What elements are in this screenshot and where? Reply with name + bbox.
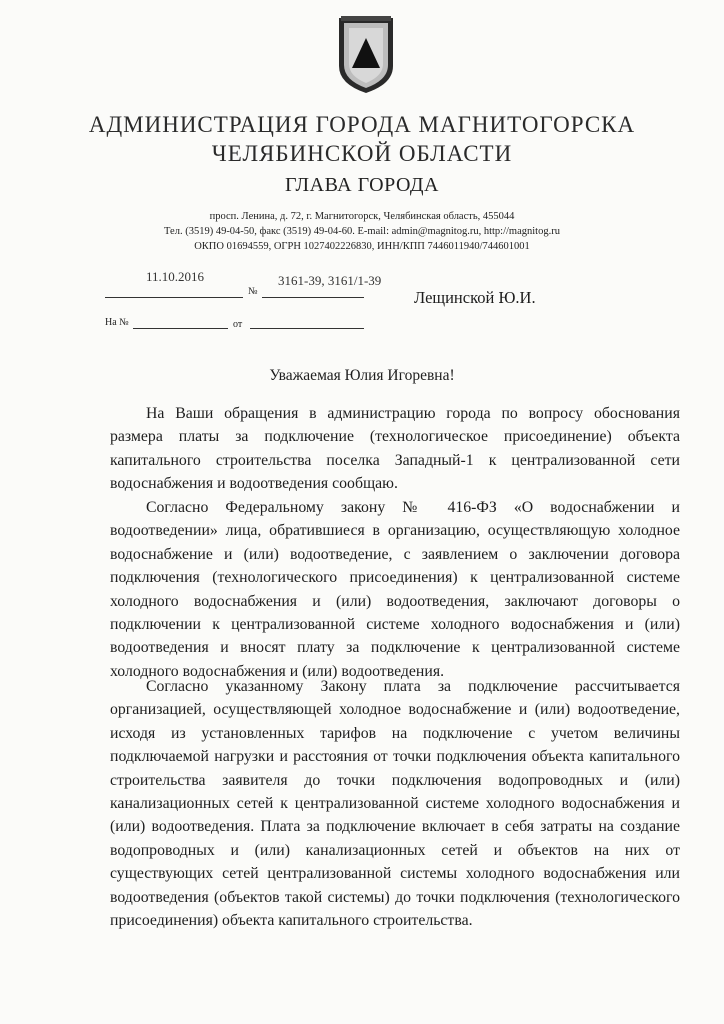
outgoing-number: 3161-39, 3161/1-39 — [278, 273, 382, 288]
phones-line: Тел. (3519) 49-04-50, факс (3519) 49-04-60. E-mail: admin@magnitog.ru, http://magnitog.ru — [164, 226, 560, 237]
registration-codes-line: ОКПО 01694559, ОГРН 1027402226830, ИНН/КПП 7446011940/744601001 — [194, 241, 530, 252]
number-underline — [262, 297, 364, 298]
date-underline — [105, 297, 243, 298]
org-title-line2: ЧЕЛЯБИНСКОЙ ОБЛАСТИ — [211, 141, 513, 166]
head-of-city-title: ГЛАВА ГОРОДА — [285, 174, 439, 196]
reference-date-underline — [250, 328, 364, 329]
number-label: № — [248, 286, 258, 297]
reference-number-label: На № — [105, 317, 129, 328]
reference-date-label: от — [233, 319, 243, 330]
organization-title — [0, 110, 724, 168]
reference-number-underline — [133, 328, 228, 329]
city-emblem-icon — [331, 14, 401, 96]
address-line: просп. Ленина, д. 72, г. Магнитогорск, Челябинская область, 455044 — [209, 211, 515, 222]
body-paragraph-1: На Ваши обращения в администрацию города по вопросу обоснования размера платы за подключение (технологическое присоединение) объекта капитального строительства поселка Западный-1 к централизованной сети водоснабжения и водоотведения сообщаю. — [110, 405, 680, 493]
greeting: Уважаемая Юлия Игоревна! — [269, 367, 455, 384]
contact-block — [0, 209, 724, 254]
outgoing-date: 11.10.2016 — [146, 269, 205, 284]
addressee: Лещинской Ю.И. — [414, 288, 536, 307]
body-paragraph-3: Согласно указанному Закону плата за подключение рассчитывается организацией, осуществляющей холодное водоснабжение и (или) водоотведение, исходя из установленных тарифов на подключение с учетом величины подключаемой нагрузки и расстояния от точки подключения объекта капитального строительства заявителя до точки подключения водопроводных и (или) канализационных сетей к централизованной системе холодного водоснабжения и (или) водоотведения. Плата за подключение включает в себя затраты на создание водопроводных и (или) канализационных сетей и объектов на них от существующих сетей централизованной системы холодного водоснабжения или водоотведения (объектов такой системы) до точки подключения (технологического присоединения) объекта капитального строительства. — [110, 678, 680, 930]
org-title-line1: АДМИНИСТРАЦИЯ ГОРОДА МАГНИТОГОРСКА — [88, 112, 636, 137]
body-paragraph-2: Согласно Федеральному закону № 416-ФЗ «О водоснабжении и водоотведении» лица, обратившиеся в организацию, осуществляющую холодное водоснабжение и (или) водоотведение, с заявлением о заключении договора подключения (технологического присоединения) к централизованной системе холодного водоснабжения и (или) водоотведения, заключают договоры о подключении к централизованной системе холодного водоснабжения и (или) водоотведения и вносят плату за подключение к централизованной системе холодного водоснабжения и (или) водоотведения. — [110, 499, 680, 680]
